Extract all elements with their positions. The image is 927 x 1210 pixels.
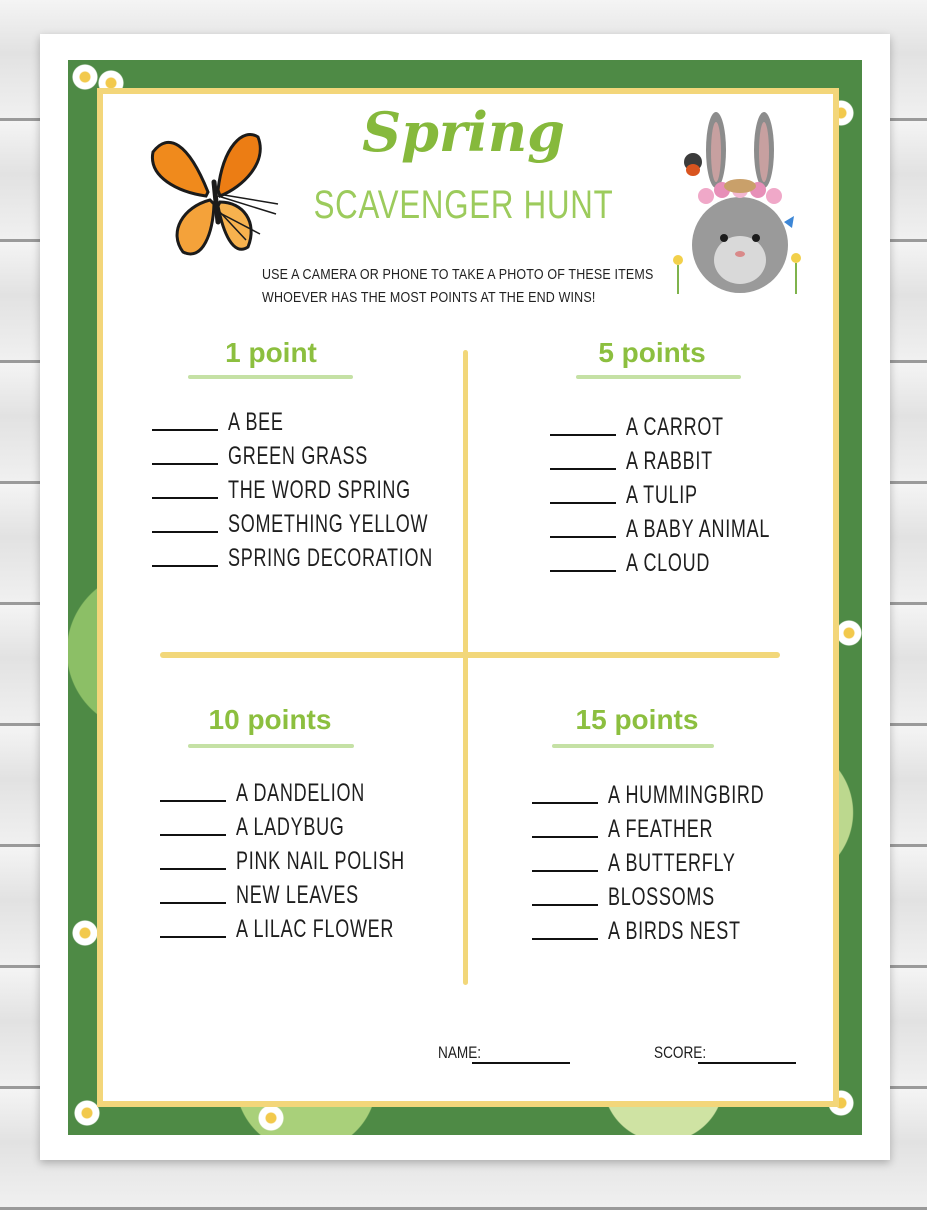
list-item[interactable] bbox=[160, 774, 471, 808]
item-label: A FEATHER bbox=[608, 815, 714, 843]
list-item[interactable] bbox=[550, 476, 826, 510]
list-item[interactable] bbox=[160, 910, 471, 944]
heading-underline bbox=[576, 375, 741, 379]
heading-underline bbox=[188, 375, 353, 379]
answer-blank[interactable] bbox=[160, 936, 226, 938]
section-heading-1-point: 1 point bbox=[225, 337, 317, 368]
item-label: A BABY ANIMAL bbox=[626, 515, 771, 543]
answer-blank[interactable] bbox=[532, 836, 598, 838]
list-item[interactable] bbox=[550, 442, 826, 476]
answer-blank[interactable] bbox=[550, 570, 616, 572]
list-item[interactable] bbox=[152, 539, 513, 573]
item-label: A LILAC FLOWER bbox=[236, 915, 395, 943]
answer-blank[interactable] bbox=[160, 868, 226, 870]
instructions bbox=[262, 264, 682, 310]
list-item[interactable] bbox=[152, 505, 513, 539]
answer-blank[interactable] bbox=[532, 904, 598, 906]
list-item[interactable] bbox=[160, 876, 471, 910]
item-label: THE WORD SPRING bbox=[228, 476, 411, 504]
checklist-15-points bbox=[532, 776, 825, 946]
answer-blank[interactable] bbox=[550, 468, 616, 470]
list-item[interactable] bbox=[550, 544, 826, 578]
answer-blank[interactable] bbox=[550, 434, 616, 436]
item-label: BLOSSOMS bbox=[608, 883, 715, 911]
item-label: A BEE bbox=[228, 408, 284, 436]
answer-blank[interactable] bbox=[532, 802, 598, 804]
section-heading-15-points: 15 points bbox=[575, 704, 699, 735]
score-field[interactable] bbox=[698, 1062, 796, 1064]
answer-blank[interactable] bbox=[550, 536, 616, 538]
name-label: NAME: bbox=[438, 1043, 482, 1062]
item-label: A HUMMINGBIRD bbox=[608, 781, 765, 809]
item-label: GREEN GRASS bbox=[228, 442, 368, 470]
horizontal-divider bbox=[160, 652, 780, 658]
instruction-line: USE A CAMERA OR PHONE TO TAKE A PHOTO OF THESE ITEMS bbox=[262, 267, 654, 283]
checklist-10-points bbox=[160, 774, 471, 944]
answer-blank[interactable] bbox=[532, 938, 598, 940]
list-item[interactable] bbox=[160, 842, 471, 876]
item-label: A DANDELION bbox=[236, 779, 365, 807]
page-title: Spring bbox=[362, 100, 565, 164]
list-item[interactable] bbox=[550, 408, 826, 442]
item-label: A LADYBUG bbox=[236, 813, 345, 841]
list-item[interactable] bbox=[532, 810, 825, 844]
answer-blank[interactable] bbox=[532, 870, 598, 872]
item-label: A TULIP bbox=[626, 481, 698, 509]
list-item[interactable] bbox=[152, 437, 513, 471]
list-item[interactable] bbox=[532, 776, 825, 810]
item-label: PINK NAIL POLISH bbox=[236, 847, 405, 875]
list-item[interactable] bbox=[532, 912, 825, 946]
answer-blank[interactable] bbox=[152, 565, 218, 567]
answer-blank[interactable] bbox=[152, 497, 218, 499]
answer-blank[interactable] bbox=[152, 531, 218, 533]
section-heading-10-points: 10 points bbox=[208, 704, 332, 735]
answer-blank[interactable] bbox=[160, 834, 226, 836]
answer-blank[interactable] bbox=[550, 502, 616, 504]
list-item[interactable] bbox=[550, 510, 826, 544]
list-item[interactable] bbox=[532, 844, 825, 878]
list-item[interactable] bbox=[160, 808, 471, 842]
list-item[interactable] bbox=[152, 403, 513, 437]
list-item[interactable] bbox=[532, 878, 825, 912]
item-label: A CARROT bbox=[626, 413, 724, 441]
score-label: SCORE: bbox=[654, 1043, 707, 1062]
item-label: SPRING DECORATION bbox=[228, 544, 433, 572]
answer-blank[interactable] bbox=[152, 429, 218, 431]
heading-underline bbox=[188, 744, 354, 748]
answer-blank[interactable] bbox=[160, 902, 226, 904]
page-subtitle: SCAVENGER HUNT bbox=[313, 183, 614, 227]
item-label: A BUTTERFLY bbox=[608, 849, 736, 877]
item-label: SOMETHING YELLOW bbox=[228, 510, 429, 538]
checklist-5-points bbox=[550, 408, 826, 578]
item-label: A CLOUD bbox=[626, 549, 711, 577]
list-item[interactable] bbox=[152, 471, 513, 505]
answer-blank[interactable] bbox=[152, 463, 218, 465]
name-field[interactable] bbox=[472, 1062, 570, 1064]
item-label: A RABBIT bbox=[626, 447, 713, 475]
heading-underline bbox=[552, 744, 714, 748]
answer-blank[interactable] bbox=[160, 800, 226, 802]
item-label: NEW LEAVES bbox=[236, 881, 359, 909]
section-heading-5-points: 5 points bbox=[598, 337, 706, 368]
checklist-1-point bbox=[152, 403, 513, 573]
instruction-line: WHOEVER HAS THE MOST POINTS AT THE END WINS! bbox=[262, 290, 596, 306]
item-label: A BIRDS NEST bbox=[608, 917, 741, 945]
